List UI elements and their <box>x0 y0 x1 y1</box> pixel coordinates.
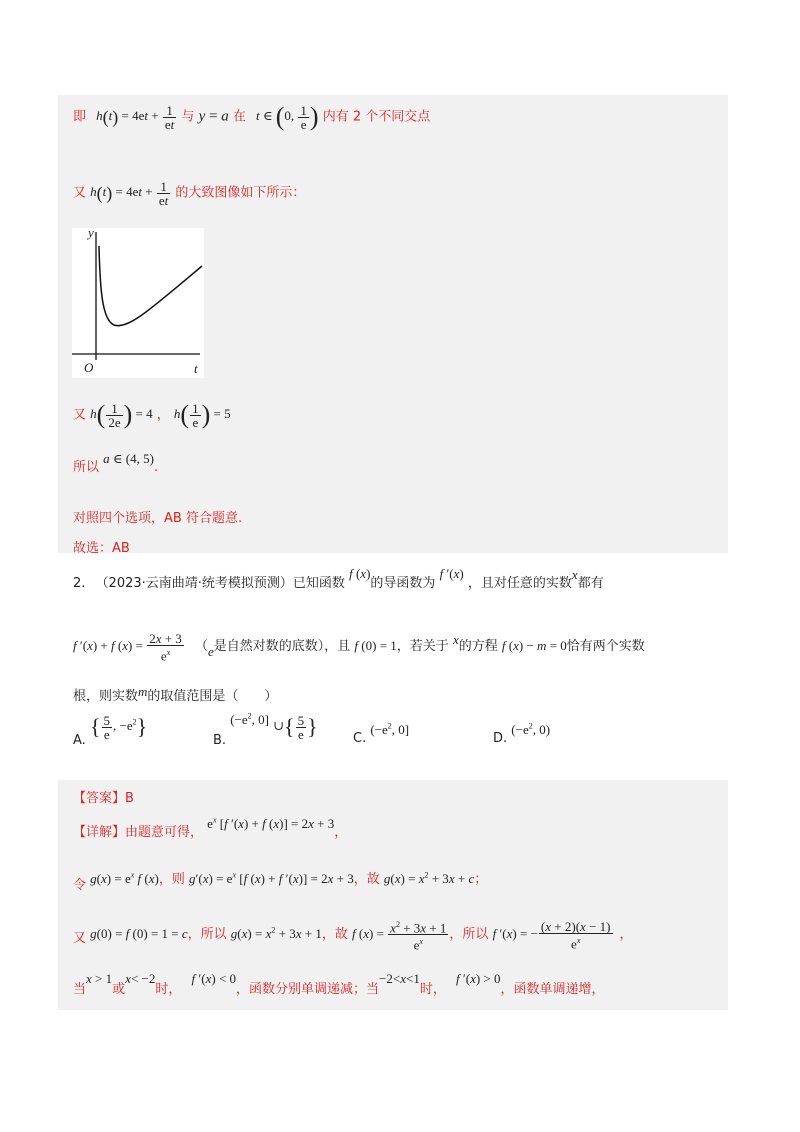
option-b[interactable]: B. ($-e^2$, 0] ∪{ $\frac{5}{e}$ } <box>213 712 318 749</box>
detail-line-1: 【详解】由题意可得， $e^x$ [f ′(x) + f (x)] = 2x + 3， <box>73 815 348 840</box>
origin-label: O <box>84 360 94 375</box>
solution-line-6: 故选：AB <box>73 541 130 556</box>
graph-svg <box>72 228 204 378</box>
answer-label: 【答案】B <box>73 791 134 806</box>
solution-line-1: 即 h(t) = 4et + $\frac{1}{et}$ 与 y = a 在 t ∈ (0, $\frac{1}{e}$ ) 内有 2 个不同交点 <box>73 102 431 132</box>
solution-line-3: 又 h( $\frac{1}{2e}$ ) = 4 ， h( $\frac{1}{e}$ ) = 5 <box>73 400 231 430</box>
y-axis-label: y <box>88 225 94 240</box>
solution-line-2: 又 h(t) = 4et + $\frac{1}{et}$ 的大致图像如下所示： <box>73 179 306 208</box>
detail-line-2: 令 $g(x) = e^x$ f (x)，则 $g'(x) = e^x$ [f (x) + f ′(x)] = 2x + 3，故 $g(x) = x^2 + 3x + c$； <box>73 870 488 893</box>
detail-line-4: 当x > 1或x< −2时， f ′(x) < 0，函数分别单调递减；当−2<x<1时， f ′(x) > 0，函数单调递增， <box>73 971 605 997</box>
solution-line-4: 所以 a ∈ (4, 5). <box>73 451 159 475</box>
question-2-line-2: f ′(x) + f (x) = $\frac{2x + 3}{e^x}$ （e是自然对数的底数），且 f (0) = 1，若关于 x的方程 f (x) − m = 0恰有两个实数 <box>73 631 645 664</box>
function-graph <box>72 225 204 378</box>
option-c[interactable]: C. ($-e^2$, 0] <box>353 722 410 747</box>
x-axis-label: t <box>194 361 198 376</box>
detail-line-3: 又 g(0) = f (0) = 1 = c，所以 $g(x) = x^2 + 3x + 1$，故 f (x) = $\frac{x^2 + 3x + 1}{e^x}$ ，所以 f ′(x) = − $\frac{(x + 2)(x - 1)}{e^x}$ ， <box>73 918 633 953</box>
question-2-line-3: 根，则实数m的取值范围是（ ） <box>73 684 278 704</box>
curve-h <box>99 246 202 326</box>
option-a[interactable]: A. { $\frac{5}{e}$ , $-e^2$} <box>73 713 148 749</box>
solution-line-5: 对照四个选项，AB 符合题意. <box>73 511 243 526</box>
question-2-line-1: 2. （2023·云南曲靖·统考模拟预测）已知函数 f (x)的导函数为 f ′(x) ，且对任意的实数x都有 <box>73 566 604 591</box>
option-d[interactable]: D. ($-e^2$, 0) <box>493 722 551 747</box>
